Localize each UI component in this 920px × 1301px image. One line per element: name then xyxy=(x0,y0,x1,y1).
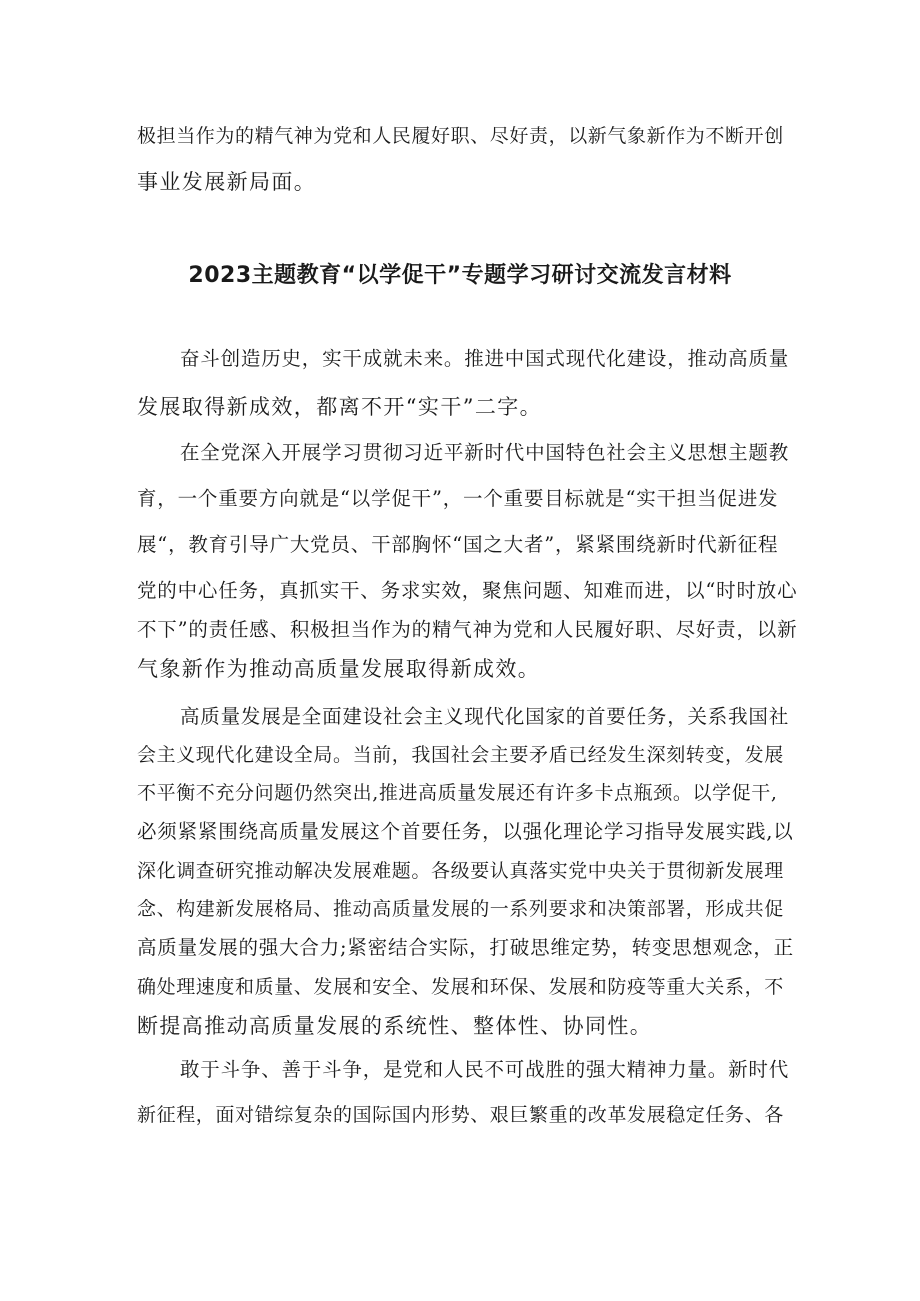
document-title: 2023主题教育“以学促干”专题学习研讨交流发言材料 xyxy=(188,263,732,288)
paragraph-line: 敢于斗争、善于斗争，是党和人民不可战胜的强大精神力量。新时代 xyxy=(180,1058,790,1081)
paragraph-line: 会主义现代化建设全局。当前，我国社会主要矛盾已经发生深刻转变，发展 xyxy=(137,744,784,766)
paragraph-line: 新征程，面对错综复杂的国际国内形势、艰巨繁重的改革发展稳定任务、各 xyxy=(137,1104,784,1126)
paragraph-line: 奋斗创造历史，实干成就未来。推进中国式现代化建设，推动高质量 xyxy=(180,347,790,370)
paragraph-line: 高质量发展是全面建设社会主义现代化国家的首要任务，关系我国社 xyxy=(180,705,790,728)
carryover-line: 极担当作为的精气神为党和人民履好职、尽好责，以新气象新作为不断开创 xyxy=(137,125,784,147)
paragraph-line: 高质量发展的强大合力;紧密结合实际，打破思维定势，转变思想观念，正 xyxy=(137,936,794,959)
paragraph-line: 深化调查研究推动解决发展难题。各级要认真落实党中央关于贯彻新发展理 xyxy=(137,860,784,882)
paragraph-line: 念、构建新发展格局、推动高质量发展的一系列要求和决策部署，形成共促 xyxy=(137,898,784,920)
paragraph-line: 育，一个重要方向就是“以学促干”，一个重要目标就是“实干担当促进发 xyxy=(137,487,779,510)
paragraph-line: 必须紧紧围绕高质量发展这个首要任务，以强化理论学习指导发展实践,以 xyxy=(137,820,794,843)
carryover-line: 事业发展新局面。 xyxy=(137,170,317,194)
paragraph-line: 在全党深入开展学习贯彻习近平新时代中国特色社会主义思想主题教 xyxy=(180,441,790,464)
paragraph-line: 不平衡不充分问题仍然突出,推进高质量发展还有许多卡点瓶颈。以学促干, xyxy=(137,782,778,804)
paragraph-line: 断提高推动高质量发展的系统性、整体性、协同性。 xyxy=(137,1014,653,1038)
paragraph-line: 展“，教育引导广大党员、干部胸怀“国之大者”，紧紧围绕新时代新征程 xyxy=(137,533,779,556)
paragraph-line: 气象新作为推动高质量发展取得新成效。 xyxy=(137,657,541,681)
paragraph-line: 发展取得新成效，都离不开“实干”二字。 xyxy=(137,395,543,419)
paragraph-line: 确处理速度和质量、发展和安全、发展和环保、发展和防疫等重大关系，不 xyxy=(137,976,784,998)
paragraph-line: 党的中心任务，真抓实干、务求实效，聚焦问题、知难而进，以“时时放心 xyxy=(137,579,798,602)
paragraph-line: 不下”的责任感、积极担当作为的精气神为党和人民履好职、尽好责，以新 xyxy=(137,618,798,641)
